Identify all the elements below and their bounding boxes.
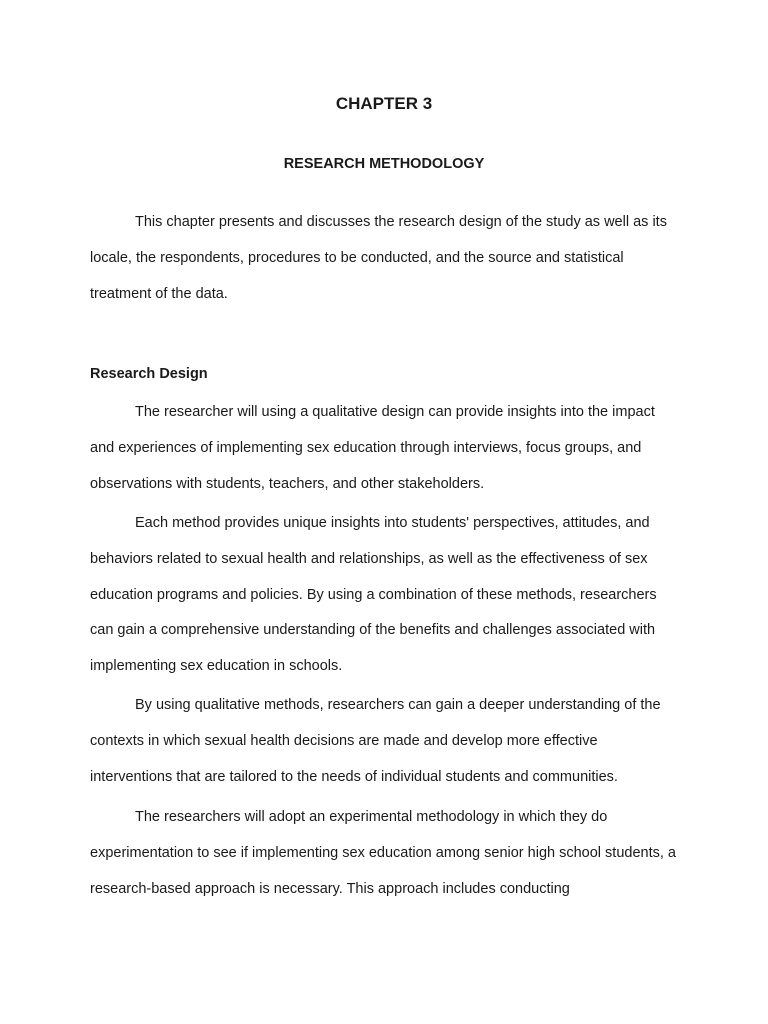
body-paragraph: Each method provides unique insights into students' perspectives, attitudes, and behaviors related to sexual health and relationships, as well as the effectiveness of sex education programs and policies. By using a combination of these methods, researchers can gain a comprehensive understanding of the benefits and challenges associated with implementing sex education in schools. <box>90 515 657 675</box>
intro-paragraph: This chapter presents and discusses the research design of the study as well as its locale, the respondents, procedures to be conducted, and the source and statistical treatment of the data. <box>90 214 667 302</box>
chapter-label: CHAPTER 3 <box>335 94 433 113</box>
body-paragraph: The researcher will using a qualitative design can provide insights into the impact and experiences of implementing sex education through interviews, focus groups, and observations with students, teachers, and other stakeholders. <box>90 404 655 492</box>
section-heading-research-design: Research Design <box>90 366 208 382</box>
body-paragraph: By using qualitative methods, researchers can gain a deeper understanding of the contexts in which sexual health decisions are made and develop more effective interventions that are tailored to the needs of individual students and communities. <box>90 697 661 785</box>
body-paragraph: The researchers will adopt an experimental methodology in which they do experimentation to see if implementing sex education among senior high school students, a research-based approach is necessary. This approach includes conducting <box>90 809 676 897</box>
chapter-title: RESEARCH METHODOLOGY <box>283 156 485 172</box>
